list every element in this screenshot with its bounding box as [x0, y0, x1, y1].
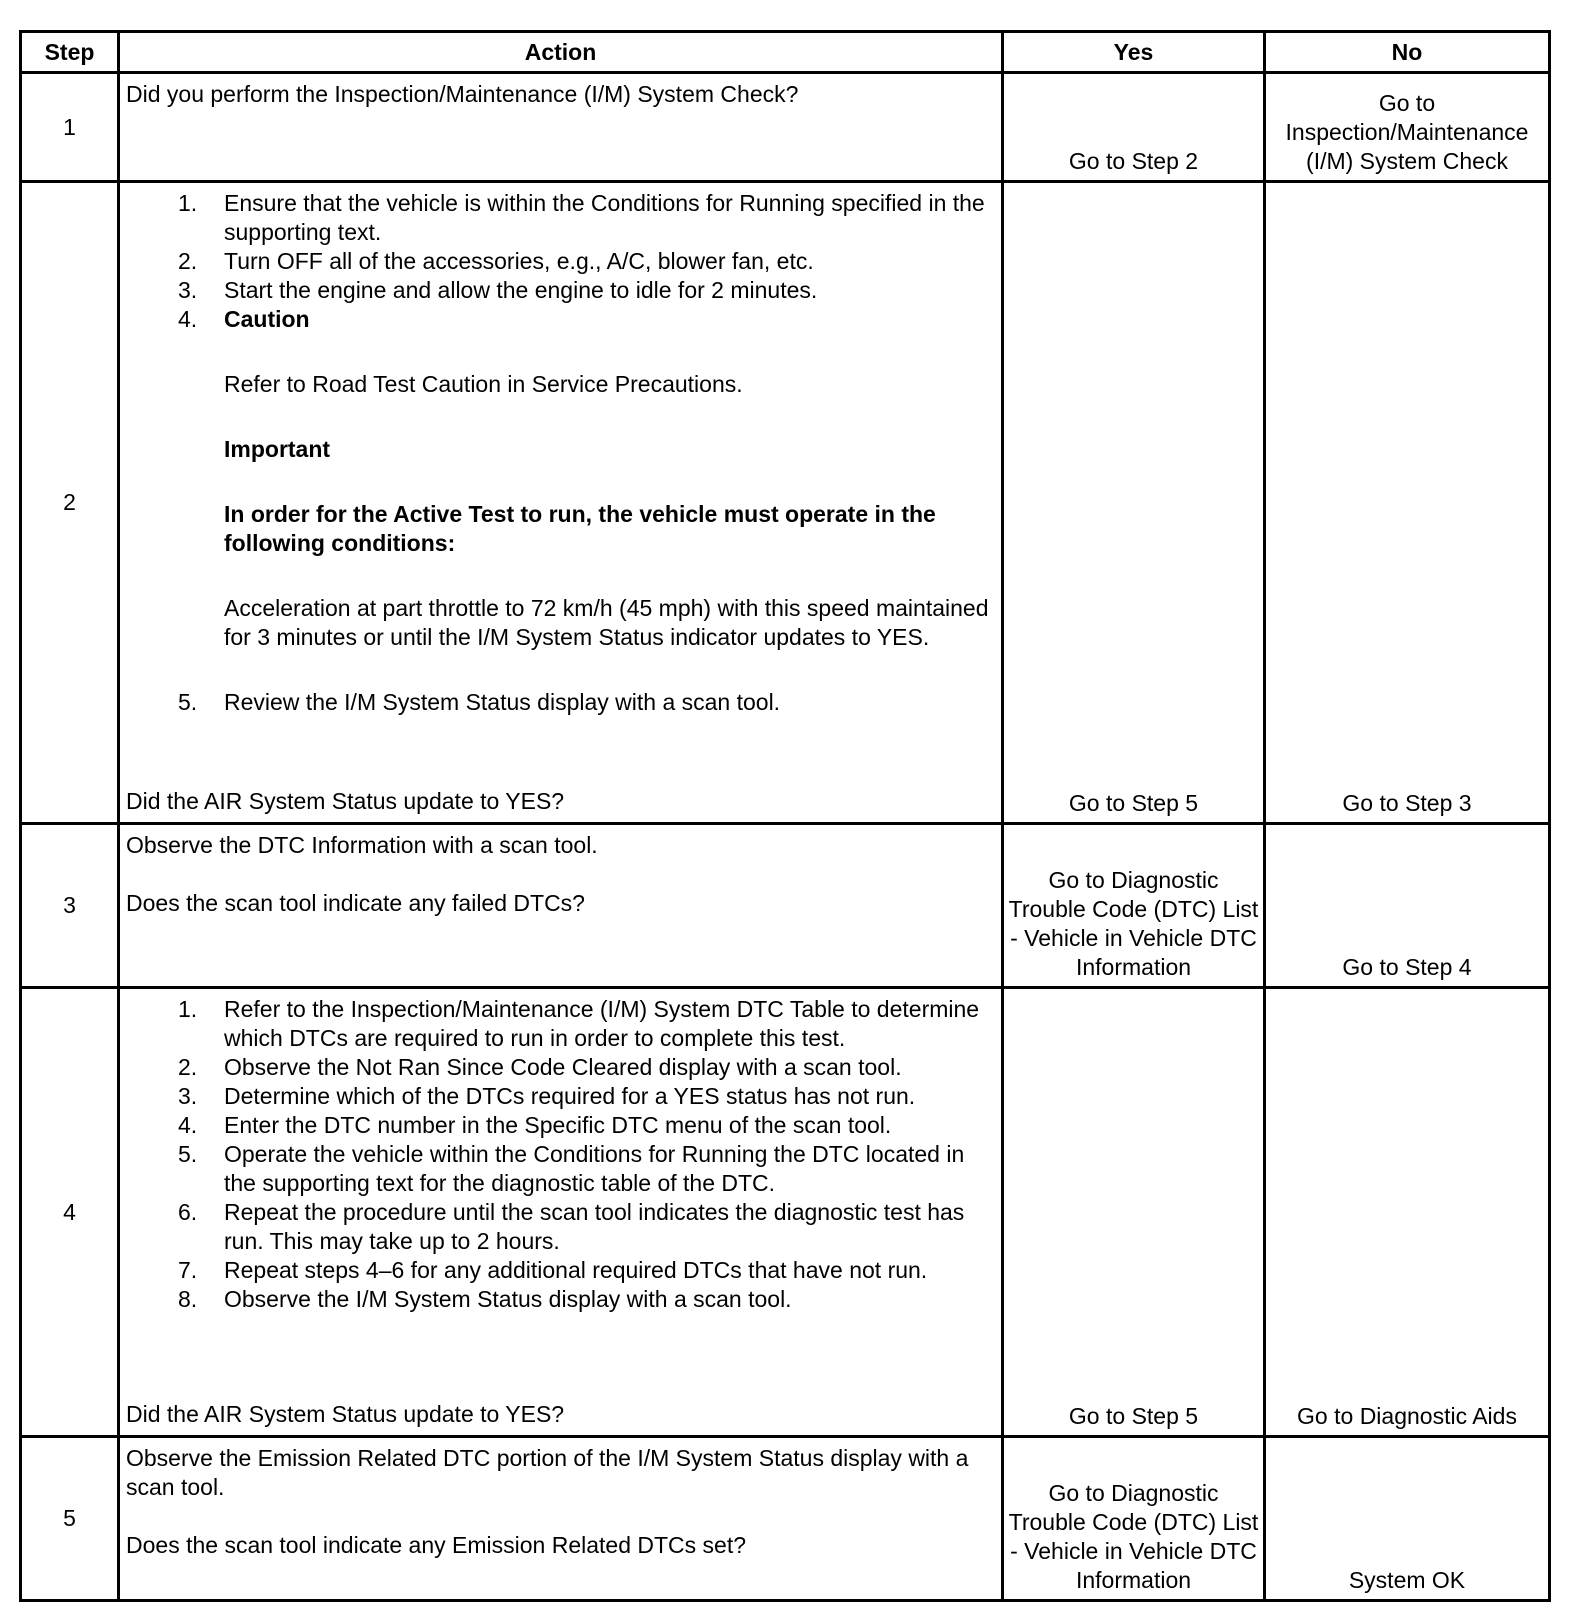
no-result: Go to Inspection/Maintenance (I/M) System Check: [1265, 73, 1550, 182]
list-item: 5. Review the I/M System Status display with a scan tool.: [178, 689, 781, 715]
action-cell: [119, 73, 1003, 182]
no-result: System OK: [1265, 1437, 1550, 1601]
list-item: 4. Caution Refer to Road Test Caution in Service Precautions. Important In order for the Active Test to run, the vehicle must operate in the following conditions: Acceleration at part throttle to 72 km/h (45 mph) with this speed maintained for 3 minutes or until the I/M System Status indicator updates to YES.: [126, 305, 993, 652]
list-item: 1. Ensure that the vehicle is within the Conditions for Running specified in the supporting text.: [178, 190, 985, 245]
yes-result: Go to Diagnostic Trouble Code (DTC) List - Vehicle in Vehicle DTC Information: [1003, 824, 1265, 988]
action-text: Observe the Emission Related DTC portion of the I/M System Status display with a scan tool.: [126, 1445, 969, 1500]
header-no: No: [1265, 32, 1550, 73]
list-item: 1. Refer to the Inspection/Maintenance (I/M) System DTC Table to determine which DTCs are required to run in order to complete this test.: [178, 996, 980, 1051]
list-item: 3. Start the engine and allow the engine to idle for 2 minutes.: [178, 277, 818, 303]
yes-result: Go to Diagnostic Trouble Code (DTC) List - Vehicle in Vehicle DTC Information: [1003, 1437, 1265, 1601]
yes-result: Go to Step 5: [1003, 182, 1265, 824]
table-row: [21, 824, 1550, 988]
step-number: 2: [21, 182, 119, 824]
list-item: 3. Determine which of the DTCs required for a YES status has not run.: [178, 1083, 916, 1109]
important-title: Important: [224, 436, 331, 462]
table-row: [21, 73, 1550, 182]
list-item: 5. Operate the vehicle within the Conditions for Running the DTC located in the supporting text for the diagnostic table of the DTC.: [178, 1141, 965, 1196]
table-header-row: [21, 32, 1550, 73]
list-item: 6. Repeat the procedure until the scan tool indicates the diagnostic test has run. This may take up to 2 hours.: [178, 1199, 965, 1254]
yes-result: Go to Step 5: [1003, 988, 1265, 1437]
no-result: Go to Step 3: [1265, 182, 1550, 824]
action-text: Observe the DTC Information with a scan tool.: [126, 832, 598, 858]
action-cell: [119, 824, 1003, 988]
header-action: Action: [119, 32, 1003, 73]
action-cell: [119, 1437, 1003, 1601]
table-row: [21, 988, 1550, 1437]
caution-text: Refer to Road Test Caution in Service Precautions.: [224, 371, 743, 397]
action-cell: [119, 182, 1003, 824]
list-item: 4. Enter the DTC number in the Specific DTC menu of the scan tool.: [178, 1112, 892, 1138]
step-number: 3: [21, 824, 119, 988]
list-item: 2. Turn OFF all of the accessories, e.g., A/C, blower fan, etc.: [178, 248, 814, 274]
table-row: [21, 1437, 1550, 1601]
table-row: [21, 182, 1550, 824]
action-steps-list: [126, 189, 993, 717]
important-text: In order for the Active Test to run, the vehicle must operate in the following conditions:: [224, 501, 936, 556]
action-question: Did the AIR System Status update to YES?: [126, 1401, 565, 1427]
list-item: 2. Observe the Not Ran Since Code Cleared display with a scan tool.: [178, 1054, 902, 1080]
action-steps-list: [126, 995, 993, 1314]
header-step: Step: [21, 32, 119, 73]
yes-result: Go to Step 2: [1003, 73, 1265, 182]
list-item: 7. Repeat steps 4–6 for any additional required DTCs that have not run.: [178, 1257, 928, 1283]
action-cell: [119, 988, 1003, 1437]
header-yes: Yes: [1003, 32, 1265, 73]
no-result: Go to Step 4: [1265, 824, 1550, 988]
action-question: Does the scan tool indicate any failed DTCs?: [126, 890, 585, 916]
step-number: 4: [21, 988, 119, 1437]
step-number: 1: [21, 73, 119, 182]
step-number: 5: [21, 1437, 119, 1601]
action-question: Did you perform the Inspection/Maintenance (I/M) System Check?: [126, 81, 799, 107]
caution-title: Caution: [224, 306, 310, 332]
no-result: Go to Diagnostic Aids: [1265, 988, 1550, 1437]
list-item: 8. Observe the I/M System Status display with a scan tool.: [178, 1286, 792, 1312]
diagnostic-table: [19, 30, 1551, 1602]
action-question: Does the scan tool indicate any Emission Related DTCs set?: [126, 1532, 747, 1558]
action-question: Did the AIR System Status update to YES?: [126, 788, 565, 814]
conditions-text: Acceleration at part throttle to 72 km/h (45 mph) with this speed maintained for 3 minutes or until the I/M System Status indicator updates to YES.: [224, 595, 989, 650]
